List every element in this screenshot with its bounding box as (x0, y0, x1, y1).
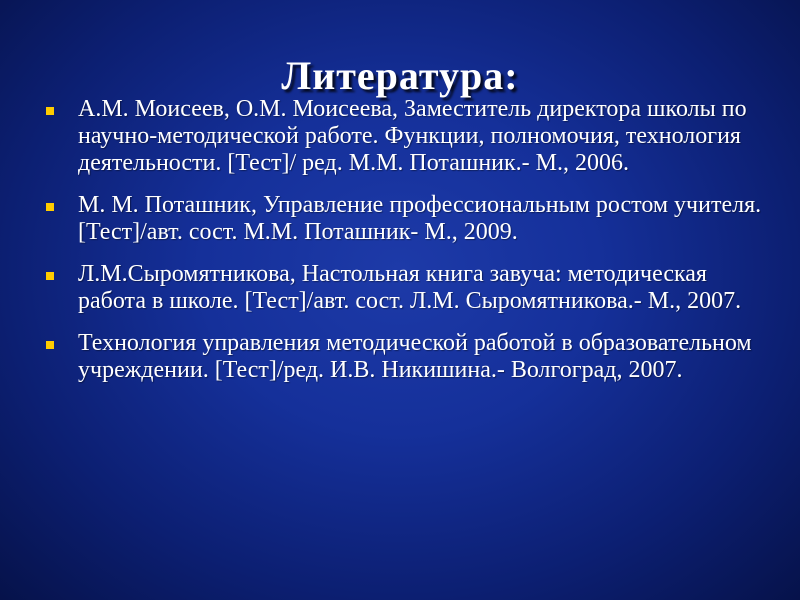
bibliography-item-text: Л.М.Сыромятникова, Настольная книга завуча: методическая работа в школе. [Тест]/авт. сост. Л.М. Сыромятникова.- М., 2007. (78, 261, 742, 314)
square-bullet-icon (46, 107, 54, 115)
bibliography-item (40, 330, 770, 384)
square-bullet-icon (46, 203, 54, 211)
bibliography-list (40, 96, 770, 399)
bibliography-item-text: М. М. Поташник, Управление профессиональным ростом учителя. [Тест]/авт. сост. М.М. Поташник- М., 2009. (78, 192, 762, 245)
bibliography-item (40, 96, 770, 177)
square-bullet-icon (46, 272, 54, 280)
bibliography-item (40, 192, 770, 246)
bibliography-item-text: Технология управления методической работой в образовательном учреждении. [Тест]/ред. И.В. Никишина.- Волгоград, 2007. (78, 330, 752, 383)
slide-title: Литература: (281, 53, 519, 98)
bibliography-item (40, 261, 770, 315)
square-bullet-icon (46, 341, 54, 349)
bibliography-item-text: А.М. Моисеев, О.М. Моисеева, Заместитель директора школы по научно-методической работе. Функции, полномочия, технология деятельности. [Тест]/ ред. М.М. Поташник.- М., 2006. (78, 96, 747, 176)
